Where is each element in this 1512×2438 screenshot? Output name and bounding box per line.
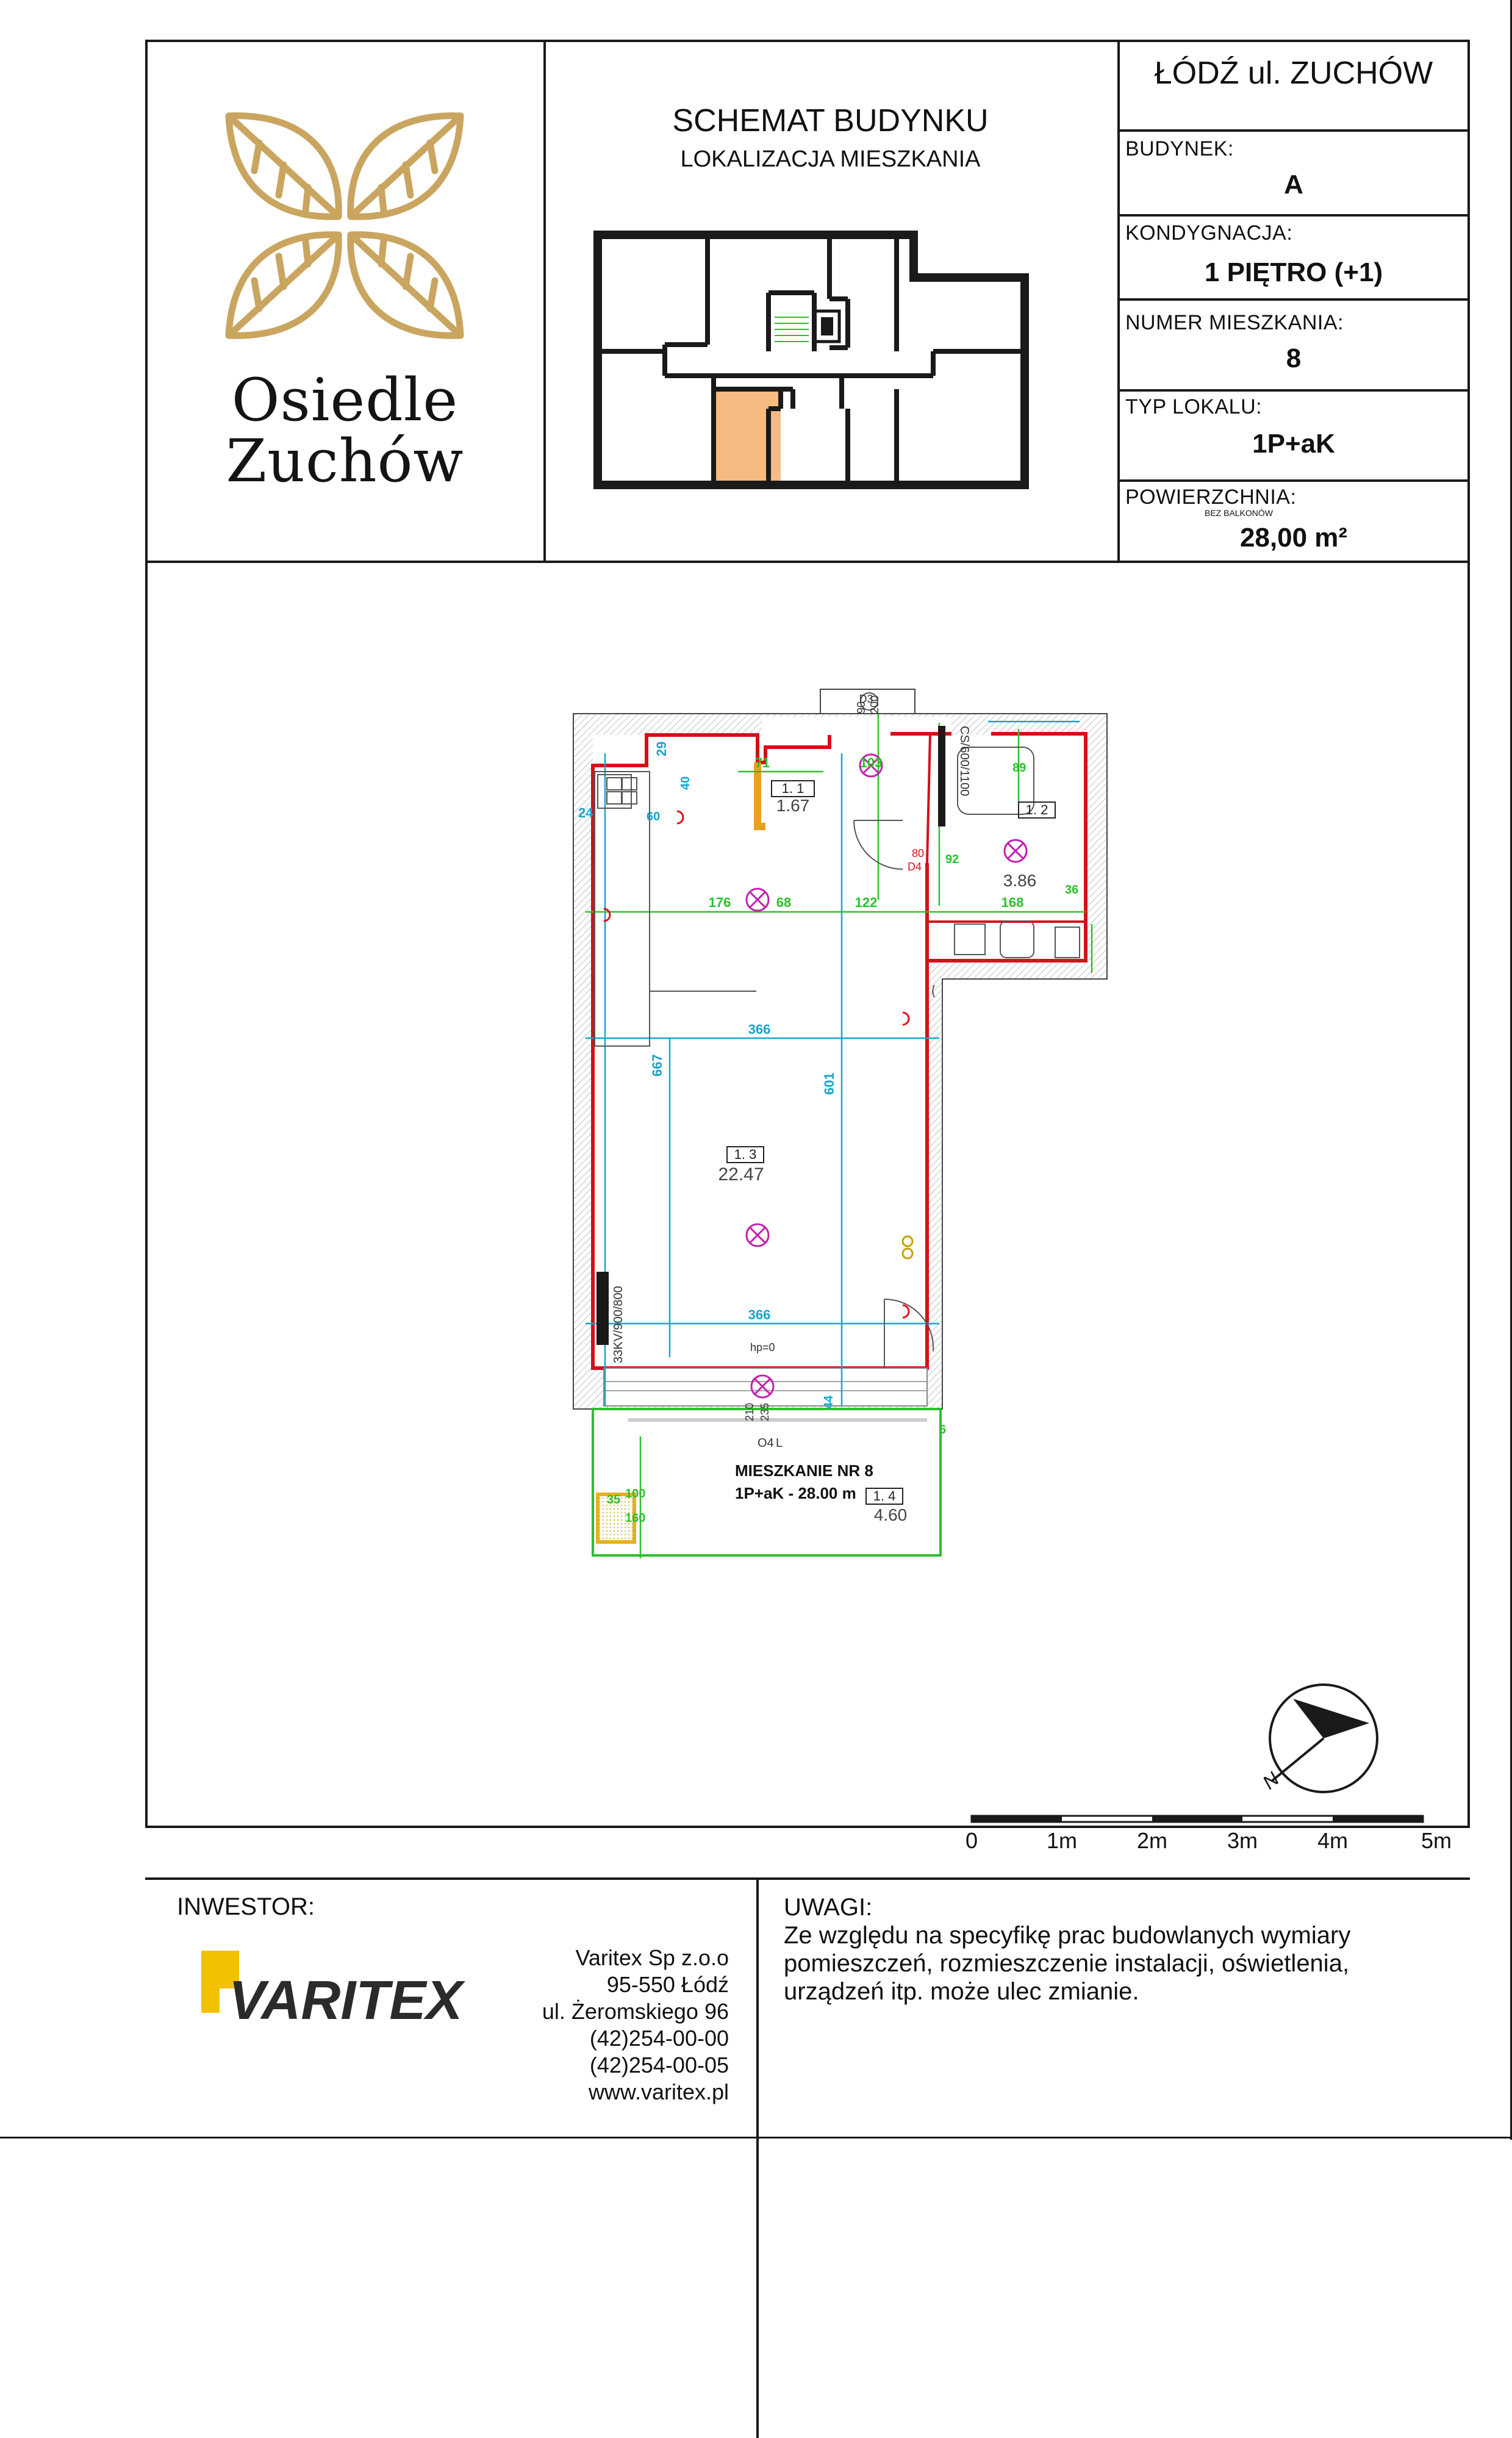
notes-section [784,1893,1350,2006]
notes-line-3: urządzeń itp. może ulec zmianie. [784,1978,1139,2005]
address-line-website[interactable]: www.varitex.pl [588,2079,729,2104]
room-1-4-area: 4.60 [873,1505,908,1524]
hp-label: hp=0 [750,1341,775,1353]
scale-bar [967,1815,1455,1863]
svg-text:N: N [1258,1768,1283,1794]
floor-value: 1 PIĘTRO (+1) [1204,257,1383,287]
dim-40: 40 [679,776,692,790]
varitex-logo-text: VARITEX [229,1970,463,2031]
address-line-street: ul. Żeromskiego 96 [542,1999,729,2024]
schema-subtitle: LOKALIZACJA MIESZKANIA [680,146,981,172]
unit-type-value: 1P+aK [1252,429,1335,459]
dim-200: 200 [869,695,881,714]
leaf-logo-icon [217,104,473,348]
building-value: A [1284,170,1303,199]
apt-caption-line1: MIESZKANIE NR 8 [735,1461,873,1480]
north-arrow-icon [1250,1680,1378,1809]
dim-235: 235 [759,1402,771,1421]
room-1-3-area: 22.47 [718,1164,764,1185]
info-row-divider-3 [1117,298,1470,301]
notes-label: UWAGI: [784,1894,873,1921]
dim-160: 160 [625,1511,646,1525]
dim-103: 103 [859,755,883,770]
building-label: BUDYNEK: [1125,137,1234,160]
dim-122: 122 [855,895,878,910]
door-tag-d4: D4 [908,861,922,873]
address-line-company: Varitex Sp z.o.o [575,1945,729,1970]
radiator-label: 33KV/900/800 [612,1286,625,1363]
floor-plan [561,680,1141,1595]
room-1-1-id: 1. 1 [781,781,804,796]
notes-line-1: Ze względu na specyfikę prac budowlanych wymiary [784,1922,1351,1949]
brand-name-line1: Osiedle [231,366,459,434]
footer-frame [145,1877,1470,1880]
cs-label: CS/600/1100 [958,726,971,797]
varitex-logo-icon [198,1946,503,2031]
dim-90: 90 [855,701,867,714]
room-1-2-id: 1. 2 [1025,802,1048,817]
dim-601: 601 [822,1072,837,1095]
area-label: POWIERZCHNIA: [1125,486,1297,509]
scale-label-4m: 4m [1317,1828,1349,1853]
dim-366-bottom: 366 [748,1307,771,1322]
area-note: BEZ BALKONÓW [1205,508,1274,518]
dim-68: 68 [776,895,792,910]
area-value: 28,00 m² [1239,523,1348,553]
building-key-plan [592,226,1031,494]
scale-label-1m: 1m [1046,1828,1078,1853]
door-tag-o4: O4 [758,1436,774,1450]
dim-29: 29 [654,741,669,756]
dim-44: 44 [822,1395,836,1409]
dim-667: 667 [650,1054,665,1077]
floor-label: KONDYGNACJA: [1125,221,1293,245]
apartment-number-value: 8 [1286,343,1302,373]
scale-label-3m: 3m [1227,1828,1258,1853]
investor-address [518,1945,729,2106]
info-row-divider-2 [1117,214,1470,217]
scale-label-0: 0 [965,1828,978,1853]
unit-type-label: TYP LOKALU: [1125,395,1263,418]
dim-100: 100 [625,1487,646,1500]
location-title: ŁÓDŹ ul. ZUCHÓW [1154,56,1433,91]
info-row-divider-1 [1117,129,1470,132]
dim-89: 89 [1012,761,1027,775]
dim-210: 210 [743,1402,756,1421]
scale-label-5m: 5m [1421,1828,1452,1853]
dim-168: 168 [1001,895,1024,910]
apt-caption-line2: 1P+aK - 28.00 m [735,1484,856,1502]
dim-60: 60 [647,810,661,823]
info-row-divider-5 [1117,479,1470,482]
door-tag-d3: D3 [859,693,873,705]
door-tag-o4-side: L [776,1436,783,1450]
dim-366-top: 366 [748,1022,771,1037]
dim-35: 35 [607,1493,621,1507]
dim-6: 6 [939,1423,947,1436]
info-row-divider-4 [1117,389,1470,392]
dim-92: 92 [945,853,959,866]
dim-71: 71 [754,755,770,770]
dim-176: 176 [708,895,731,910]
address-line-city: 95-550 Łódź [606,1972,729,1997]
schema-title: SCHEMAT BUDYNKU [672,103,989,138]
apartment-number-label: NUMER MIESZKANIA: [1125,311,1344,334]
notes-line-2: pomieszczeń, rozmieszczenie instalacji, oświetlenia, [784,1950,1350,1977]
room-1-2-area: 3.86 [1003,871,1037,890]
info-column-divider [1117,40,1120,562]
footer-column-divider [756,1877,759,2438]
address-line-phone2: (42)254-00-05 [589,2053,729,2078]
header-divider [145,561,1470,563]
scale-label-2m: 2m [1136,1828,1168,1853]
room-1-3-id: 1. 3 [734,1147,757,1162]
investor-label: INWESTOR: [177,1893,315,1920]
address-line-phone1: (42)254-00-00 [589,2026,729,2051]
room-1-4-id: 1. 4 [873,1488,896,1504]
dim-36: 36 [1065,883,1079,897]
brand-name-line2: Zuchów [226,427,464,495]
dim-80: 80 [912,847,925,859]
dim-24: 24 [578,805,593,820]
room-1-1-area: 1.67 [776,796,810,815]
